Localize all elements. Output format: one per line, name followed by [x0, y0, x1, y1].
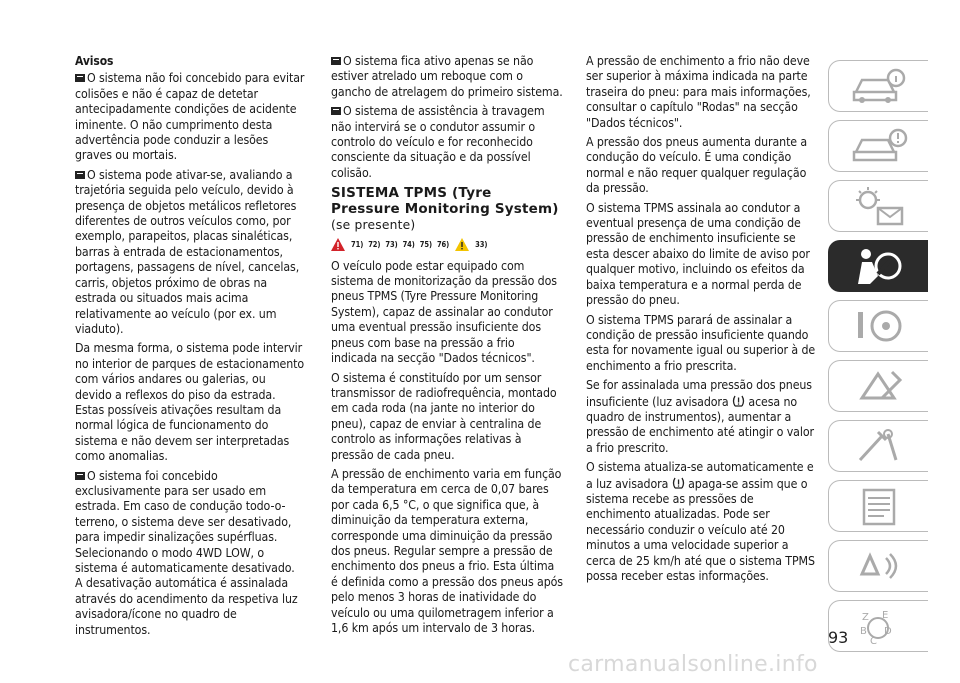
paragraph	[331, 54, 563, 100]
tab-lights[interactable]	[828, 180, 928, 232]
tpms-section-title	[331, 185, 563, 233]
paragraph: A pressão de enchimento varia em função da temperatura em cerca de 0,07 bares por cada 6,5 °C, o que significa que, à diminuição da temperatura externa, corresponde uma diminuição da pressão dos pneus. Regular sempre a pressão de enchimento dos pneus a frio. Esta última é definida como a pressão dos pneus após pelo menos 3 horas de inatividade do veículo ou uma quilometragem inferior a 1,6 km após um intervalo de 3 horas.	[331, 466, 563, 635]
paragraph-text: acesa no quadro de instrumentos), aumentar a pressão de enchimento até atingir o valor a frio prescrito.	[586, 394, 814, 455]
book-bullet-icon	[75, 73, 85, 83]
warning-ref-list	[351, 237, 449, 252]
book-bullet-icon	[331, 56, 341, 66]
tpms-warning-light-icon	[732, 394, 745, 408]
caution-triangle-icon	[455, 238, 469, 251]
svg-text:D: D	[883, 626, 892, 637]
svg-text:Z: Z	[861, 612, 869, 623]
paragraph	[75, 469, 305, 638]
emergency-icon	[848, 364, 910, 408]
paragraph-text: O sistema atualiza-se automaticamente e a luz avisadora	[586, 460, 814, 491]
column-1	[75, 54, 305, 642]
warning-ref[interactable]: 75)	[419, 240, 432, 250]
tab-technical-data[interactable]	[828, 480, 928, 532]
tab-car-info[interactable]	[828, 60, 928, 112]
lights-envelope-icon	[848, 184, 910, 228]
tpms-warning-light-icon	[672, 476, 685, 490]
caution-ref[interactable]: 33)	[475, 240, 488, 250]
warning-references	[331, 237, 563, 252]
svg-text:B: B	[859, 626, 867, 637]
warning-ref[interactable]: 71)	[351, 240, 364, 250]
section-title-text: SISTEMA TPMS (Tyre Pressure Monitoring System)	[331, 185, 559, 218]
tab-multimedia[interactable]	[828, 540, 928, 592]
warnings-heading: Avisos	[75, 54, 114, 68]
book-bullet-icon	[331, 106, 341, 116]
section-suffix: (se presente)	[331, 218, 416, 233]
warning-ref[interactable]: 76)	[436, 240, 450, 250]
tab-service[interactable]	[828, 420, 928, 472]
column-2	[331, 54, 563, 640]
svg-text:C: C	[869, 636, 877, 647]
paragraph: A pressão de enchimento a frio não deve ser superior à máxima indicada na parte traseira do pneu: para mais informações, consultar o capítulo "Rodas" na secção "Dados técnicos".	[586, 54, 811, 130]
tab-safety[interactable]	[828, 240, 928, 292]
car-warning-icon	[848, 124, 910, 168]
safety-airbag-icon	[848, 244, 910, 288]
paragraph	[75, 168, 305, 337]
paragraph	[331, 104, 563, 181]
paragraph	[586, 378, 818, 456]
technical-data-icon	[848, 484, 910, 528]
paragraph-text: O sistema não foi concebido para evitar colisões e não é capaz de detetar antecipadamente condições de acidente iminente. O não cumprimento desta advertência pode conduzir a lesões graves ou mortais.	[75, 71, 305, 163]
index-icon	[848, 604, 910, 648]
paragraph-text: O sistema fica ativo apenas se não estiver atrelado um reboque com o gancho de atrelagem do primeiro sistema.	[331, 54, 563, 99]
tab-car-warning[interactable]	[828, 120, 928, 172]
svg-text:E: E	[881, 610, 888, 621]
service-maintenance-icon	[848, 424, 910, 468]
car-info-icon	[848, 64, 910, 108]
warning-ref[interactable]: 73)	[385, 240, 398, 250]
paragraph-text: apaga-se assim que o sistema recebe as pressões de enchimento atualizadas. Pode ser necessário conduzir o veículo até 20 minutos a uma velocidade superior a cerca de 25 km/h até que o sistema TPMS possa receber estas informações.	[586, 476, 815, 583]
tab-driving[interactable]	[828, 300, 928, 352]
multimedia-icon	[848, 544, 910, 588]
tab-emergency[interactable]	[828, 360, 928, 412]
book-bullet-icon	[75, 471, 85, 481]
paragraph: A pressão dos pneus aumenta durante a condução do veículo. É uma condição normal e não requer qualquer regulação da pressão.	[586, 135, 808, 196]
paragraph-text: O sistema de assistência à travagem não intervirá se o condutor assumir o controlo do veículo e for reconhecido consciente da situação e da possível colisão.	[331, 104, 545, 180]
paragraph: O veículo pode estar equipado com sistema de monitorização da pressão dos pneus TPMS (Tyre Pressure Monitoring System), capaz de assinalar ao condutor uma eventual pressão insuficiente dos pneus com base na pressão a frio indicada na secção "Dados técnicos".	[331, 258, 557, 366]
column-3	[586, 54, 818, 588]
paragraph	[75, 71, 305, 163]
paragraph: O sistema TPMS assinala ao condutor a eventual presença de uma condição de pressão de enchimento insuficiente se esta descer abaixo do limite de aviso por qualquer motivo, incluindo os efeitos da baixa temperatura e a normal perda de pressão do pneu.	[586, 200, 810, 308]
paragraph: O sistema TPMS parará de assinalar a condição de pressão insuficiente quando esta for novamente igual ou superior à de enchimento a frio prescrita.	[586, 312, 816, 373]
paragraph-text: Se for assinalada uma pressão dos pneus insuficiente (luz avisadora	[586, 378, 812, 409]
warning-ref[interactable]: 74)	[402, 240, 415, 250]
paragraph-text: O sistema pode ativar-se, avaliando a trajetória seguida pelo veículo, devido à presença de objetos metálicos refletores diferentes de outros veículos como, por exemplo, parapeitos, placas sinaléticas, barras à entrada de estacionamentos, portagens, passagens de nível, cancelas, carris, objetos próximo de obras na estrada ou situados mais acima relativamente ao veículo (por ex. um viaduto).	[75, 167, 300, 336]
paragraph-text: O sistema foi concebido exclusivamente para ser usado em estrada. Em caso de condução todo-o-terreno, o sistema deve ser desativado, para impedir sinalizações supérfluas. Selecionando o modo 4WD LOW, o sistema é automaticamente desativado. A desativação automática é assinalada através do acendimento da respetiva luz avisadora/ícone no quadro de instrumentos.	[75, 468, 298, 637]
paragraph: Da mesma forma, o sistema pode intervir no interior de parques de estacionamento com vários andares ou galerias, ou devido a reflexos do piso da estrada. Estas possíveis ativações resultam da normal lógica de funcionamento do sistema e não devem ser interpretadas como anomalias.	[75, 341, 305, 464]
book-bullet-icon	[75, 170, 85, 180]
warning-triangle-icon	[331, 238, 345, 251]
warning-ref[interactable]: 72)	[368, 240, 381, 250]
paragraph	[586, 460, 818, 584]
page-number: 93	[828, 628, 849, 647]
chapter-tabs	[828, 60, 928, 660]
watermark-footer: carmanualsonline.info	[568, 652, 818, 677]
paragraph: O sistema é constituído por um sensor transmissor de radiofrequência, montado em cada roda (na jante no interior do pneu), capaz de enviar à centralina de controlo as informações relativas à pressão de cada pneu.	[331, 370, 557, 462]
starting-driving-icon	[848, 304, 910, 348]
